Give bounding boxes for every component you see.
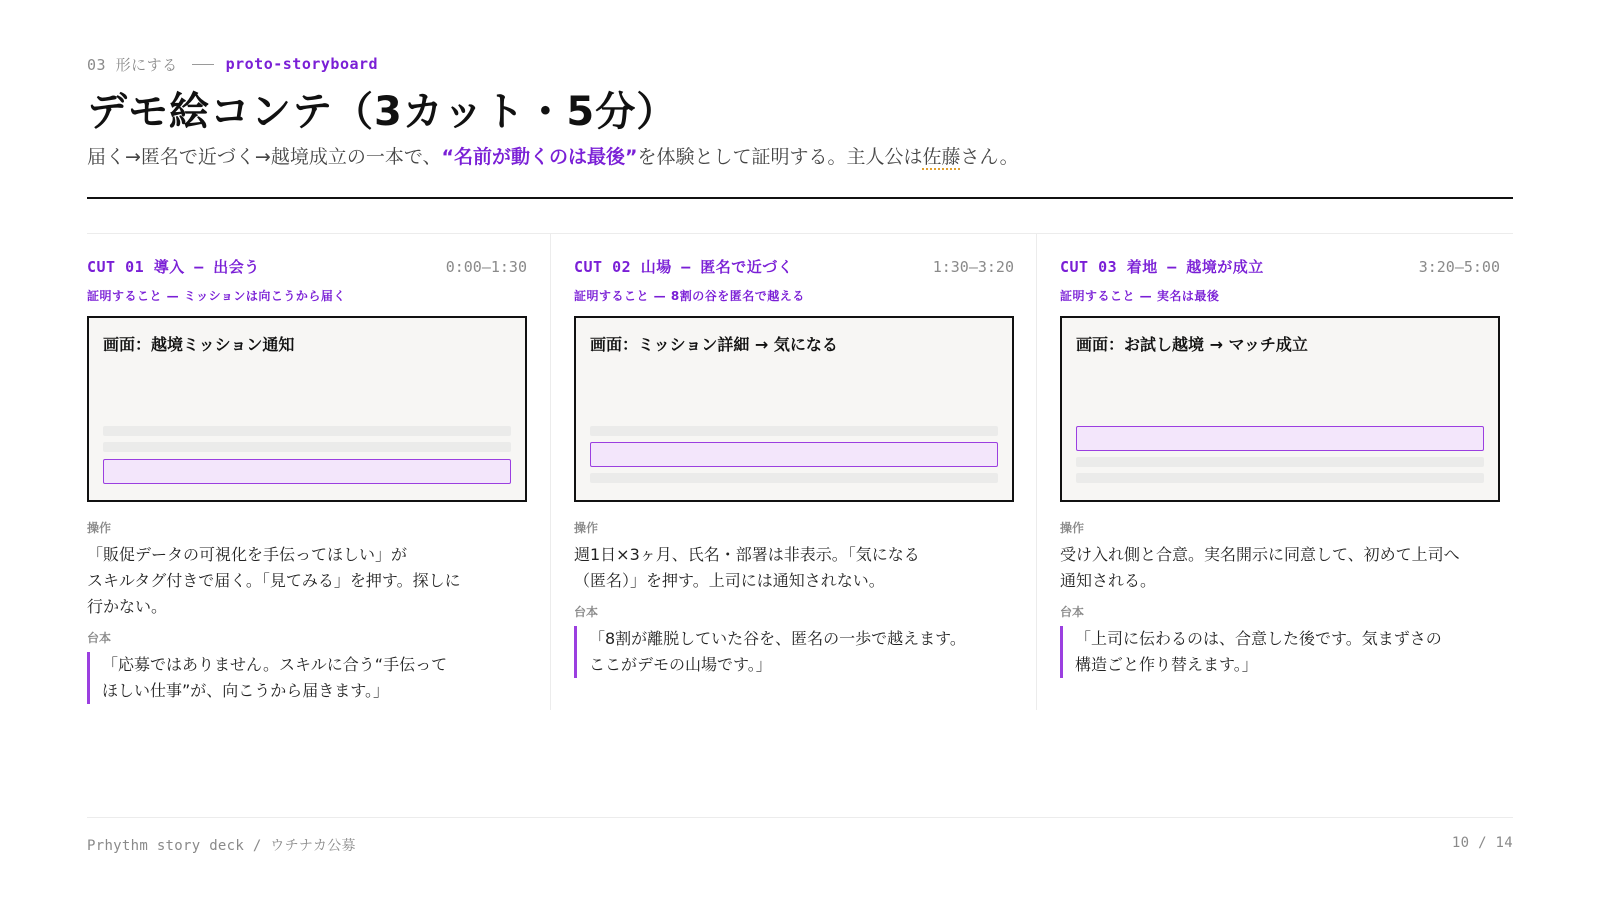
operation-line: （匿名）」を押す。上司には通知されない。 — [574, 571, 885, 590]
operation-line: 受け入れ側と合意。実名開示に同意して、初めて上司へ — [1060, 545, 1460, 564]
highlighted-bar — [1076, 426, 1484, 451]
script-label: 台本 — [574, 605, 599, 619]
operation-line: スキルタグ付きで届く。「見てみる」を押す。探しに — [87, 571, 461, 590]
cut-proof: 証明すること — ミッションは向こうから届く — [87, 289, 346, 303]
operation-label: 操作 — [87, 521, 112, 535]
lede-post: さん。 — [960, 146, 1019, 168]
cut-column-2 — [550, 234, 1036, 710]
script-line: 「上司に伝わるのは、合意した後です。気まずさの — [1075, 629, 1442, 648]
placeholder-bar — [103, 442, 511, 452]
cut-column-1 — [87, 234, 550, 710]
placeholder-bar — [590, 426, 998, 436]
operation-label: 操作 — [1060, 521, 1085, 535]
placeholder-bar — [103, 426, 511, 436]
script-quote — [1060, 626, 1500, 678]
slide-header — [87, 54, 1513, 172]
placeholder-bar — [1076, 457, 1484, 467]
operation-text — [574, 542, 1014, 594]
page-number: 10 / 14 — [1451, 835, 1513, 851]
placeholder-bar — [590, 473, 998, 483]
cut-title: CUT 01 導入 — 出会う — [87, 258, 260, 276]
cut-title: CUT 02 山場 — 匿名で近づく — [574, 258, 794, 276]
header-divider — [87, 197, 1513, 199]
footer-divider — [87, 817, 1513, 818]
script-line: ほしい仕事”が、向こうから届きます。」 — [102, 681, 390, 700]
script-line: 構造ごと作り替えます。」 — [1075, 655, 1258, 674]
placeholder-bar — [1076, 473, 1484, 483]
operation-line: 「販促データの可視化を手伝ってほしい」が — [87, 545, 408, 564]
cut-proof: 証明すること — 8割の谷を匿名で越える — [574, 289, 805, 303]
cut-proof: 証明すること — 実名は最後 — [1060, 289, 1220, 303]
eyebrow-divider — [192, 64, 214, 65]
lede-pre: 届く→匿名で近づく→越境成立の一本で、 — [87, 146, 442, 168]
operation-text — [1060, 542, 1500, 594]
lede — [87, 142, 1513, 172]
cut-time: 3:20–5:00 — [1418, 258, 1500, 276]
highlighted-bar — [103, 459, 511, 484]
script-label: 台本 — [1060, 605, 1085, 619]
eyebrow — [87, 54, 1513, 74]
section-tag: proto-storyboard — [225, 55, 379, 73]
operation-text — [87, 542, 527, 620]
screen-title: 画面：お試し越境 → マッチ成立 — [1076, 335, 1308, 354]
script-line: 「応募ではありません。スキルに合う“手伝って — [102, 655, 448, 674]
cut-time: 0:00–1:30 — [445, 258, 527, 276]
footer-deck-name: Prhythm story deck / ウチナカ公募 — [87, 838, 356, 854]
script-line: ここがデモの山場です。」 — [589, 655, 772, 674]
operation-line: 通知される。 — [1060, 571, 1157, 590]
lede-mid: を体験として証明する。主人公は — [637, 146, 923, 168]
operation-label: 操作 — [574, 521, 599, 535]
script-quote — [574, 626, 1014, 678]
operation-line: 行かない。 — [87, 597, 168, 616]
operation-line: 週1日×3ヶ月、氏名・部署は非表示。「気になる — [574, 545, 920, 564]
page-title: デモ絵コンテ（3カット・5分） — [87, 89, 678, 135]
cut-column-3 — [1036, 234, 1513, 710]
section-label: 03 形にする — [87, 55, 178, 74]
screen-title: 画面：越境ミッション通知 — [103, 335, 295, 354]
storyboard-columns — [87, 234, 1513, 710]
lede-emphasis: “名前が動くのは最後” — [441, 146, 638, 168]
highlighted-bar — [590, 442, 998, 467]
screen-title: 画面：ミッション詳細 → 気になる — [590, 335, 838, 354]
screen-mockup — [1060, 316, 1500, 502]
screen-mockup — [574, 316, 1014, 502]
script-line: 「8割が離脱していた谷を、匿名の一歩で越えます。 — [589, 629, 966, 648]
cut-time: 1:30–3:20 — [932, 258, 1014, 276]
script-quote — [87, 652, 527, 704]
script-label: 台本 — [87, 631, 112, 645]
lede-protagonist: 佐藤 — [922, 146, 961, 168]
screen-mockup — [87, 316, 527, 502]
cut-title: CUT 03 着地 — 越境が成立 — [1060, 258, 1264, 276]
